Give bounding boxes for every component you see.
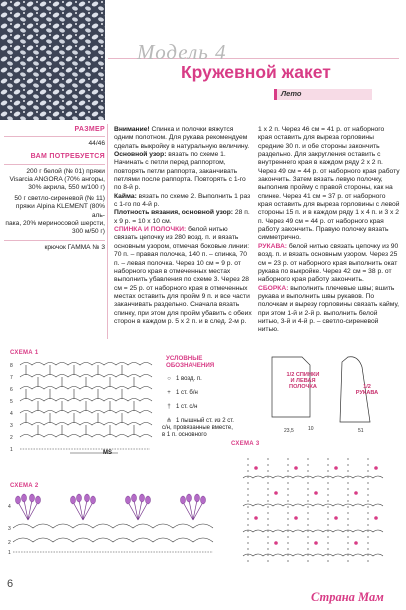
svg-text:2: 2: [10, 435, 13, 441]
pattern-measure: 10: [308, 426, 314, 432]
legend-text: 1 ст. с/н: [176, 404, 198, 410]
season-badge: [274, 89, 372, 100]
material-line: пака, 20% мериносовой шерсти,: [5, 219, 105, 227]
paragraph-lead: Внимание!: [114, 126, 150, 133]
hook-line: крючок ГАММА № 3: [44, 244, 105, 252]
ms-label: MS: [103, 450, 112, 456]
legend-item: [162, 376, 202, 382]
material-line: 50 г светло-сиреневой (№ 11): [14, 195, 105, 203]
section-lead: РУКАВА:: [258, 242, 287, 250]
paragraph-text: белой нитью связать цепочку из 90 возд. п. и вязать основным узором. Через 25 см = 23 р. от наборного края выполнить окат рукава по выкройке. Через 42 см = 38 р. от наборного края работу закончить.: [258, 242, 399, 284]
paragraph: [114, 209, 252, 226]
text-column-1: [114, 126, 252, 326]
page-number: 6: [7, 578, 14, 590]
svg-text:4: 4: [8, 504, 11, 510]
paragraph-lead: Плотность вязания, основной узор:: [114, 209, 234, 217]
puff-stitch-icon: ⋔: [166, 418, 172, 424]
svg-text:3: 3: [10, 423, 13, 429]
section-lead: СПИНКА И ПОЛОЧКИ:: [114, 226, 187, 234]
paragraph: [258, 126, 400, 243]
legend-item: [162, 390, 198, 396]
paragraph: [114, 151, 252, 193]
paragraph-text: 28 п. x 9 р. = 10 x 10 см.: [114, 209, 250, 225]
watermark-logo: Страна Мам: [311, 590, 384, 604]
size-value: 44/46: [88, 140, 105, 148]
scheme-1-label: СХЕМА 1: [10, 350, 39, 356]
svg-text:3: 3: [8, 526, 11, 532]
season-text: Лето: [281, 89, 302, 98]
chain-stitch-icon: ○: [167, 376, 171, 382]
material-line: 200 г белой (№ 01) пряжи: [26, 167, 105, 175]
paragraph: [258, 285, 400, 335]
model-label: Модель 4: [137, 40, 227, 64]
sidebar-divider: [4, 164, 105, 165]
paragraph-lead: Кайма:: [114, 192, 137, 200]
svg-text:1: 1: [10, 447, 13, 453]
scheme-3-label: СХЕМА 3: [231, 441, 260, 447]
text-column-2: [258, 126, 400, 335]
paragraph: [258, 243, 400, 285]
material-line: 30% акрила, 550 м/100 г): [28, 184, 105, 192]
pattern-diagram: [262, 352, 402, 442]
legend-item: [162, 418, 234, 439]
svg-text:4: 4: [10, 411, 13, 417]
svg-text:7: 7: [10, 375, 13, 381]
svg-text:6: 6: [10, 387, 13, 393]
double-crochet-icon: †: [167, 404, 171, 410]
paragraph-lead: Основной узор:: [114, 151, 167, 159]
pattern-measure: 23,5: [284, 428, 294, 434]
sidebar-divider: [4, 136, 105, 137]
pattern-measure: 51: [358, 428, 364, 434]
paragraph: [114, 226, 252, 326]
legend-item: [162, 404, 197, 410]
svg-text:8: 8: [10, 363, 13, 369]
legend-text: 1 пышный ст. из 2 ст. с/н, провязанные вместе, в 1 п. основного: [162, 418, 234, 438]
size-heading: РАЗМЕР: [74, 126, 105, 133]
legend-text: 1 возд. п.: [176, 376, 202, 382]
sidebar: [4, 126, 105, 252]
svg-text:5: 5: [10, 399, 13, 405]
legend-text: 1 ст. б/н: [176, 390, 198, 396]
paragraph-text: вязать по схеме 1. Начинать с петли перед раппортом, повторять петли раппорта, заканчивать петлями после раппорта. Повторять с 1-го по 8-й р.: [114, 151, 246, 192]
svg-text:2: 2: [8, 540, 11, 546]
scheme-1-chart: [8, 357, 158, 457]
material-line: Visarcia ANGORA (70% ангоры,: [9, 175, 105, 183]
lace-photo: [0, 0, 105, 120]
sidebar-divider: [4, 240, 105, 241]
section-lead: СБОРКА:: [258, 284, 289, 292]
scheme-3-chart: [228, 448, 403, 573]
column-divider: [107, 124, 108, 339]
materials-heading: ВАМ ПОТРЕБУЕТСЯ: [30, 153, 105, 161]
legend-title: УСЛОВНЫЕ ОБОЗНАЧЕНИЯ: [166, 355, 215, 369]
paragraph-text: выполнить плечевые швы; вшить рукава и выполнить швы рукавов. По полочкам и вырезу горловины связать кайму, при этом 1-й и 2-й р. выполнить белой нитью, 3-й и 4-й р. – светло-сиреневой нитью.: [258, 284, 399, 334]
sleeve-panel-label: 1/2 РУКАВА: [355, 384, 379, 397]
single-crochet-icon: +: [167, 390, 171, 396]
back-panel-label: 1/2 СПИНКИ И ЛЕВАЯ ПОЛОЧКА: [286, 372, 320, 391]
material-line: 300 м/50 г): [72, 228, 105, 236]
paragraph-text: вязать по схеме 2. Выполнить 1 раз с 1-го по 4-й р.: [114, 192, 251, 209]
paragraph-text: 1 x 2 п. Через 46 см = 41 р. от наборного края оставить для выреза горловины средние 30 п. и обе стороны закончить раздельно. Для закругления оставить с внутреннего края в каждом ряду 2 x 2 п. Через 49 см = 44 р. от наборного края работу закончить. Затем вязать левую полочку, выполнив пройму с правой стороны, как на спинке. Через 41 см = 37 р. от наборного края оставить для выреза горловины с левой стороны 15 п. и в каждом ряду 1 x 4 п. и 3 x 2 п. Через 49 см = 44 р. от наборного края работу закончить. Правую полочку вязать симметрично.: [258, 126, 400, 242]
material-line: пряжи Alpina KLEMENT (80% аль-: [15, 203, 105, 219]
paragraph-text: белой нитью связать цепочку из 280 возд. п. и вязать основным узором, отмечая боковые линии: 70 п. – правая полочка, 140 п. – спинка, 70 п. – левая полочка. Через 10 см = 9 р. от наборного края в отмеченных местах выполнить убавления по схеме 3. Через 28 см = 25 р. от наборного края в отмеченных местах оставить для пройм 9 п. и все части заканчивать раздельно. Сначала вязать спинку, при этом для пройм убавить с обеих сторон в каждом р. 5 x 2 п. и в след. 2-м р.: [114, 226, 252, 325]
scheme-2-label: СХЕМА 2: [10, 483, 39, 489]
paragraph: [114, 126, 252, 151]
scheme-2-chart: [8, 490, 228, 570]
svg-text:1: 1: [8, 550, 11, 556]
paragraph-text: Спинка и полочки вяжутся одним полотном. Для рукава рекомендуем сделать выкройку в натуральную величину.: [114, 126, 250, 150]
paragraph: [114, 193, 252, 210]
page-title: Кружевной жакет: [181, 62, 331, 82]
